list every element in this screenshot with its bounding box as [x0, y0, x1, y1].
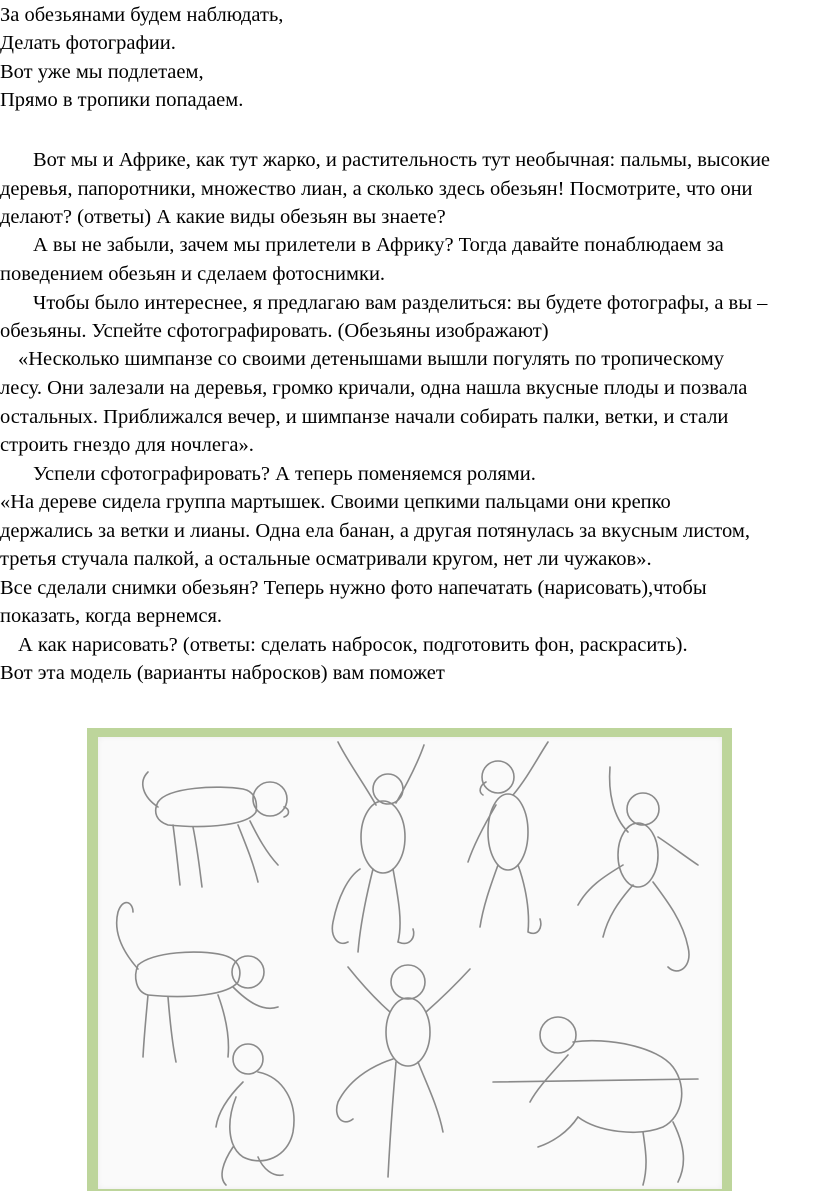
paragraph-line: делают? (ответы) А какие виды обезьян вы знаете?	[0, 206, 446, 228]
monkey-sketch-climbing	[578, 767, 698, 971]
monkey-sketch-standing	[468, 742, 548, 933]
paragraph-line: Вот эта модель (варианты набросков) вам поможет	[0, 662, 445, 684]
paragraph-line: третья стучала палкой, а остальные осматривали кругом, нет ли чужаков».	[0, 548, 652, 570]
paragraph-line: А вы не забыли, зачем мы прилетели в Африку? Тогда давайте понаблюдаем за	[33, 234, 724, 256]
monkey-sketch-quadruped	[117, 903, 278, 1062]
monkey-sketch-sitting	[216, 1044, 294, 1185]
monkey-sketch-center	[337, 965, 470, 1177]
paragraph-line: строить гнездо для ночлега».	[0, 434, 254, 456]
monkey-sketch-walking	[143, 772, 289, 887]
paragraph-line: поведением обезьян и сделаем фотоснимки.	[0, 263, 386, 285]
paragraph-line: Чтобы было интереснее, я предлагаю вам разделиться: вы будете фотографы, а вы –	[33, 292, 768, 314]
poem-line: Делать фотографии.	[0, 32, 176, 54]
poem-line: Прямо в тропики попадаем.	[0, 89, 244, 111]
poem-line: Вот уже мы подлетаем,	[0, 61, 204, 83]
paragraph-line: «Несколько шимпанзе со своими детенышами вышли погулять по тропическому	[18, 348, 724, 370]
paragraph-line: Успели сфотографировать? А теперь поменяемся ролями.	[33, 463, 536, 485]
paragraph-line: остальных. Приближался вечер, и шимпанзе начали собирать палки, ветки, и стали	[0, 406, 729, 428]
paragraph-line: Вот мы и Африке, как тут жарко, и растительность тут необычная: пальмы, высокие	[33, 149, 771, 171]
paragraph-line: держались за ветки и лианы. Одна ела банан, а другая потянулась за вкусным листом,	[0, 520, 750, 542]
monkey-sketch-crouching	[493, 1017, 698, 1185]
paragraph-line: показать, когда вернемся.	[0, 605, 223, 627]
paragraph-line: лесу. Они залезали на деревья, громко кричали, одна нашла вкусные плоды и позвала	[0, 377, 748, 399]
paragraph-line: А как нарисовать? (ответы: сделать набросок, подготовить фон, раскрасить).	[18, 634, 688, 656]
paragraph-line: «На дереве сидела группа мартышек. Своими цепкими пальцами они крепко	[0, 491, 671, 513]
paragraph-line: деревья, папоротники, множество лиан, а сколько здесь обезьян! Посмотрите, что они	[0, 178, 753, 200]
paragraph-line: обезьяны. Успейте сфотографировать. (Обезьяны изображают)	[0, 320, 549, 342]
monkey-sketch-hanging	[332, 742, 424, 952]
paragraph-line: Все сделали снимки обезьян? Теперь нужно фото напечатать (нарисовать),чтобы	[0, 577, 707, 599]
monkey-sketches-image	[98, 737, 722, 1189]
poem-line: За обезьянами будем наблюдать,	[0, 4, 284, 26]
sketch-photo-frame	[87, 728, 732, 1191]
